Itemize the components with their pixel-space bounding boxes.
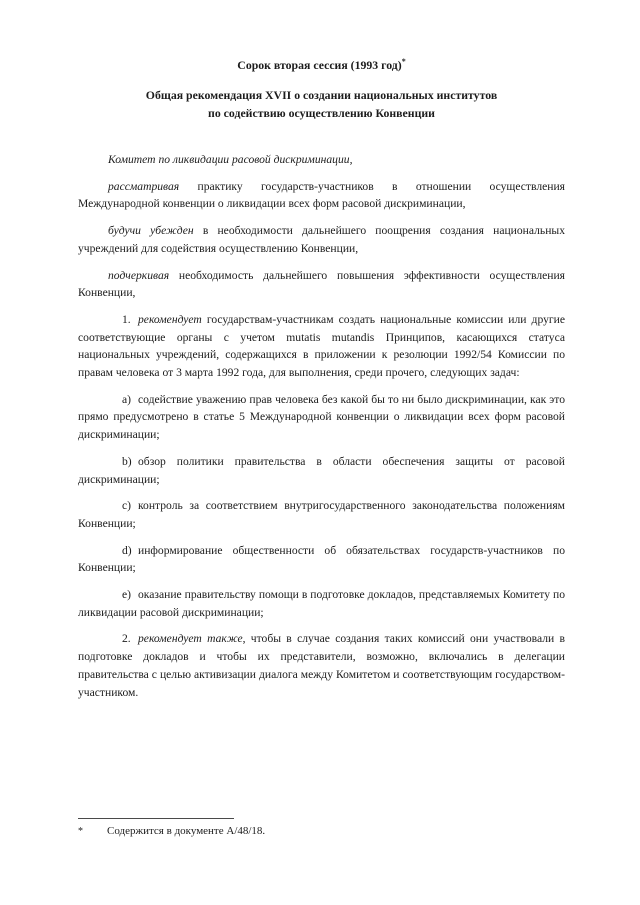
subitem-letter: a) — [122, 392, 132, 406]
preamble-clause-1 — [78, 178, 565, 213]
subitem-letter: e) — [122, 588, 132, 602]
subitem-e — [78, 586, 565, 621]
clause-lead: рассматривая — [108, 179, 180, 193]
subitem-c — [78, 497, 565, 532]
subitem-letter: b) — [122, 454, 132, 468]
subitem-text: информирование общественности об обязательствах государств-участников по Конвенции; — [78, 543, 565, 575]
preamble-committee — [78, 151, 565, 169]
footnote-separator-rule — [78, 818, 234, 819]
footnote-area — [78, 818, 565, 839]
clause-text: в необходимости дальнейшего поощрения создания национальных учреждений для содействия осуществлению Конвенции, — [78, 224, 565, 255]
operative-lead: рекомендует — [138, 312, 202, 326]
subitem-text: содействие уважению прав человека без какой бы то ни было дискриминации, как это прямо предусмотрено в статье 5 Международной конвенции о ликвидации всех форм расовой дискриминации; — [78, 392, 565, 442]
operative-paragraph-1 — [78, 311, 565, 382]
subitem-a — [78, 391, 565, 444]
preamble-clause-3 — [78, 267, 565, 302]
subitem-d — [78, 542, 565, 577]
operative-text: , чтобы в случае создания таких комиссий они участвовали в подготовке докладов и чтобы их представители, возможно, включались в делегации правительства с целью активизации диалога между Комитетом и соответствующим государством-участником. — [78, 632, 566, 699]
committee-name: Комитет по ликвидации расовой дискриминации, — [108, 153, 353, 166]
document-body — [78, 57, 565, 710]
footnote — [78, 824, 565, 839]
operative-lead: рекомендует также — [138, 632, 243, 646]
paragraph-number: 1. — [122, 312, 131, 326]
clause-lead: будучи убежден — [108, 224, 194, 238]
session-footnote-reference: * — [401, 57, 406, 67]
subitem-text: контроль за соответствием внутригосударственного законодательства положениям Конвенции; — [78, 499, 565, 530]
footnote-text: Содержится в документе A/48/18. — [107, 825, 266, 837]
subitem-b — [78, 453, 565, 488]
clause-text: практику государств-участников в отношении осуществления Международной конвенции о ликвидации всех форм расовой дискриминации, — [78, 179, 565, 211]
document-title — [78, 87, 565, 122]
clause-lead: подчеркивая — [108, 268, 170, 282]
operative-text: государствам-участникам создать национальные комиссии или другие соответствующие органы с учетом mutatis mutandis Принципов, касающихся статуса национальных учреждений, содержащихся в приложении к резолюции 1992/54 Комиссии по правам человека от 3 марта 1992 года, для выполнения, среди прочего, следующих задач: — [78, 312, 565, 380]
subitem-letter: d) — [122, 543, 132, 557]
subitem-letter: c) — [122, 499, 132, 513]
subitem-text: оказание правительству помощи в подготовке докладов, представляемых Комитету по ликвидации расовой дискриминации; — [78, 588, 565, 619]
operative-paragraph-2 — [78, 630, 565, 701]
subitem-text: обзор политики правительства в области обеспечения защиты от расовой дискриминации; — [78, 454, 565, 486]
paragraph-number: 2. — [122, 632, 131, 646]
session-title-text: Сорок вторая сессия (1993 год) — [237, 58, 402, 72]
document-title-line1: Общая рекомендация XVII о создании национальных институтов — [145, 88, 498, 102]
session-heading — [78, 57, 565, 74]
clause-text: необходимость дальнейшего повышения эффективности осуществления Конвенции, — [78, 268, 565, 300]
footnote-marker: * — [78, 826, 83, 837]
document-title-line2: по содействию осуществлению Конвенции — [208, 105, 435, 120]
preamble-clause-2 — [78, 222, 565, 257]
